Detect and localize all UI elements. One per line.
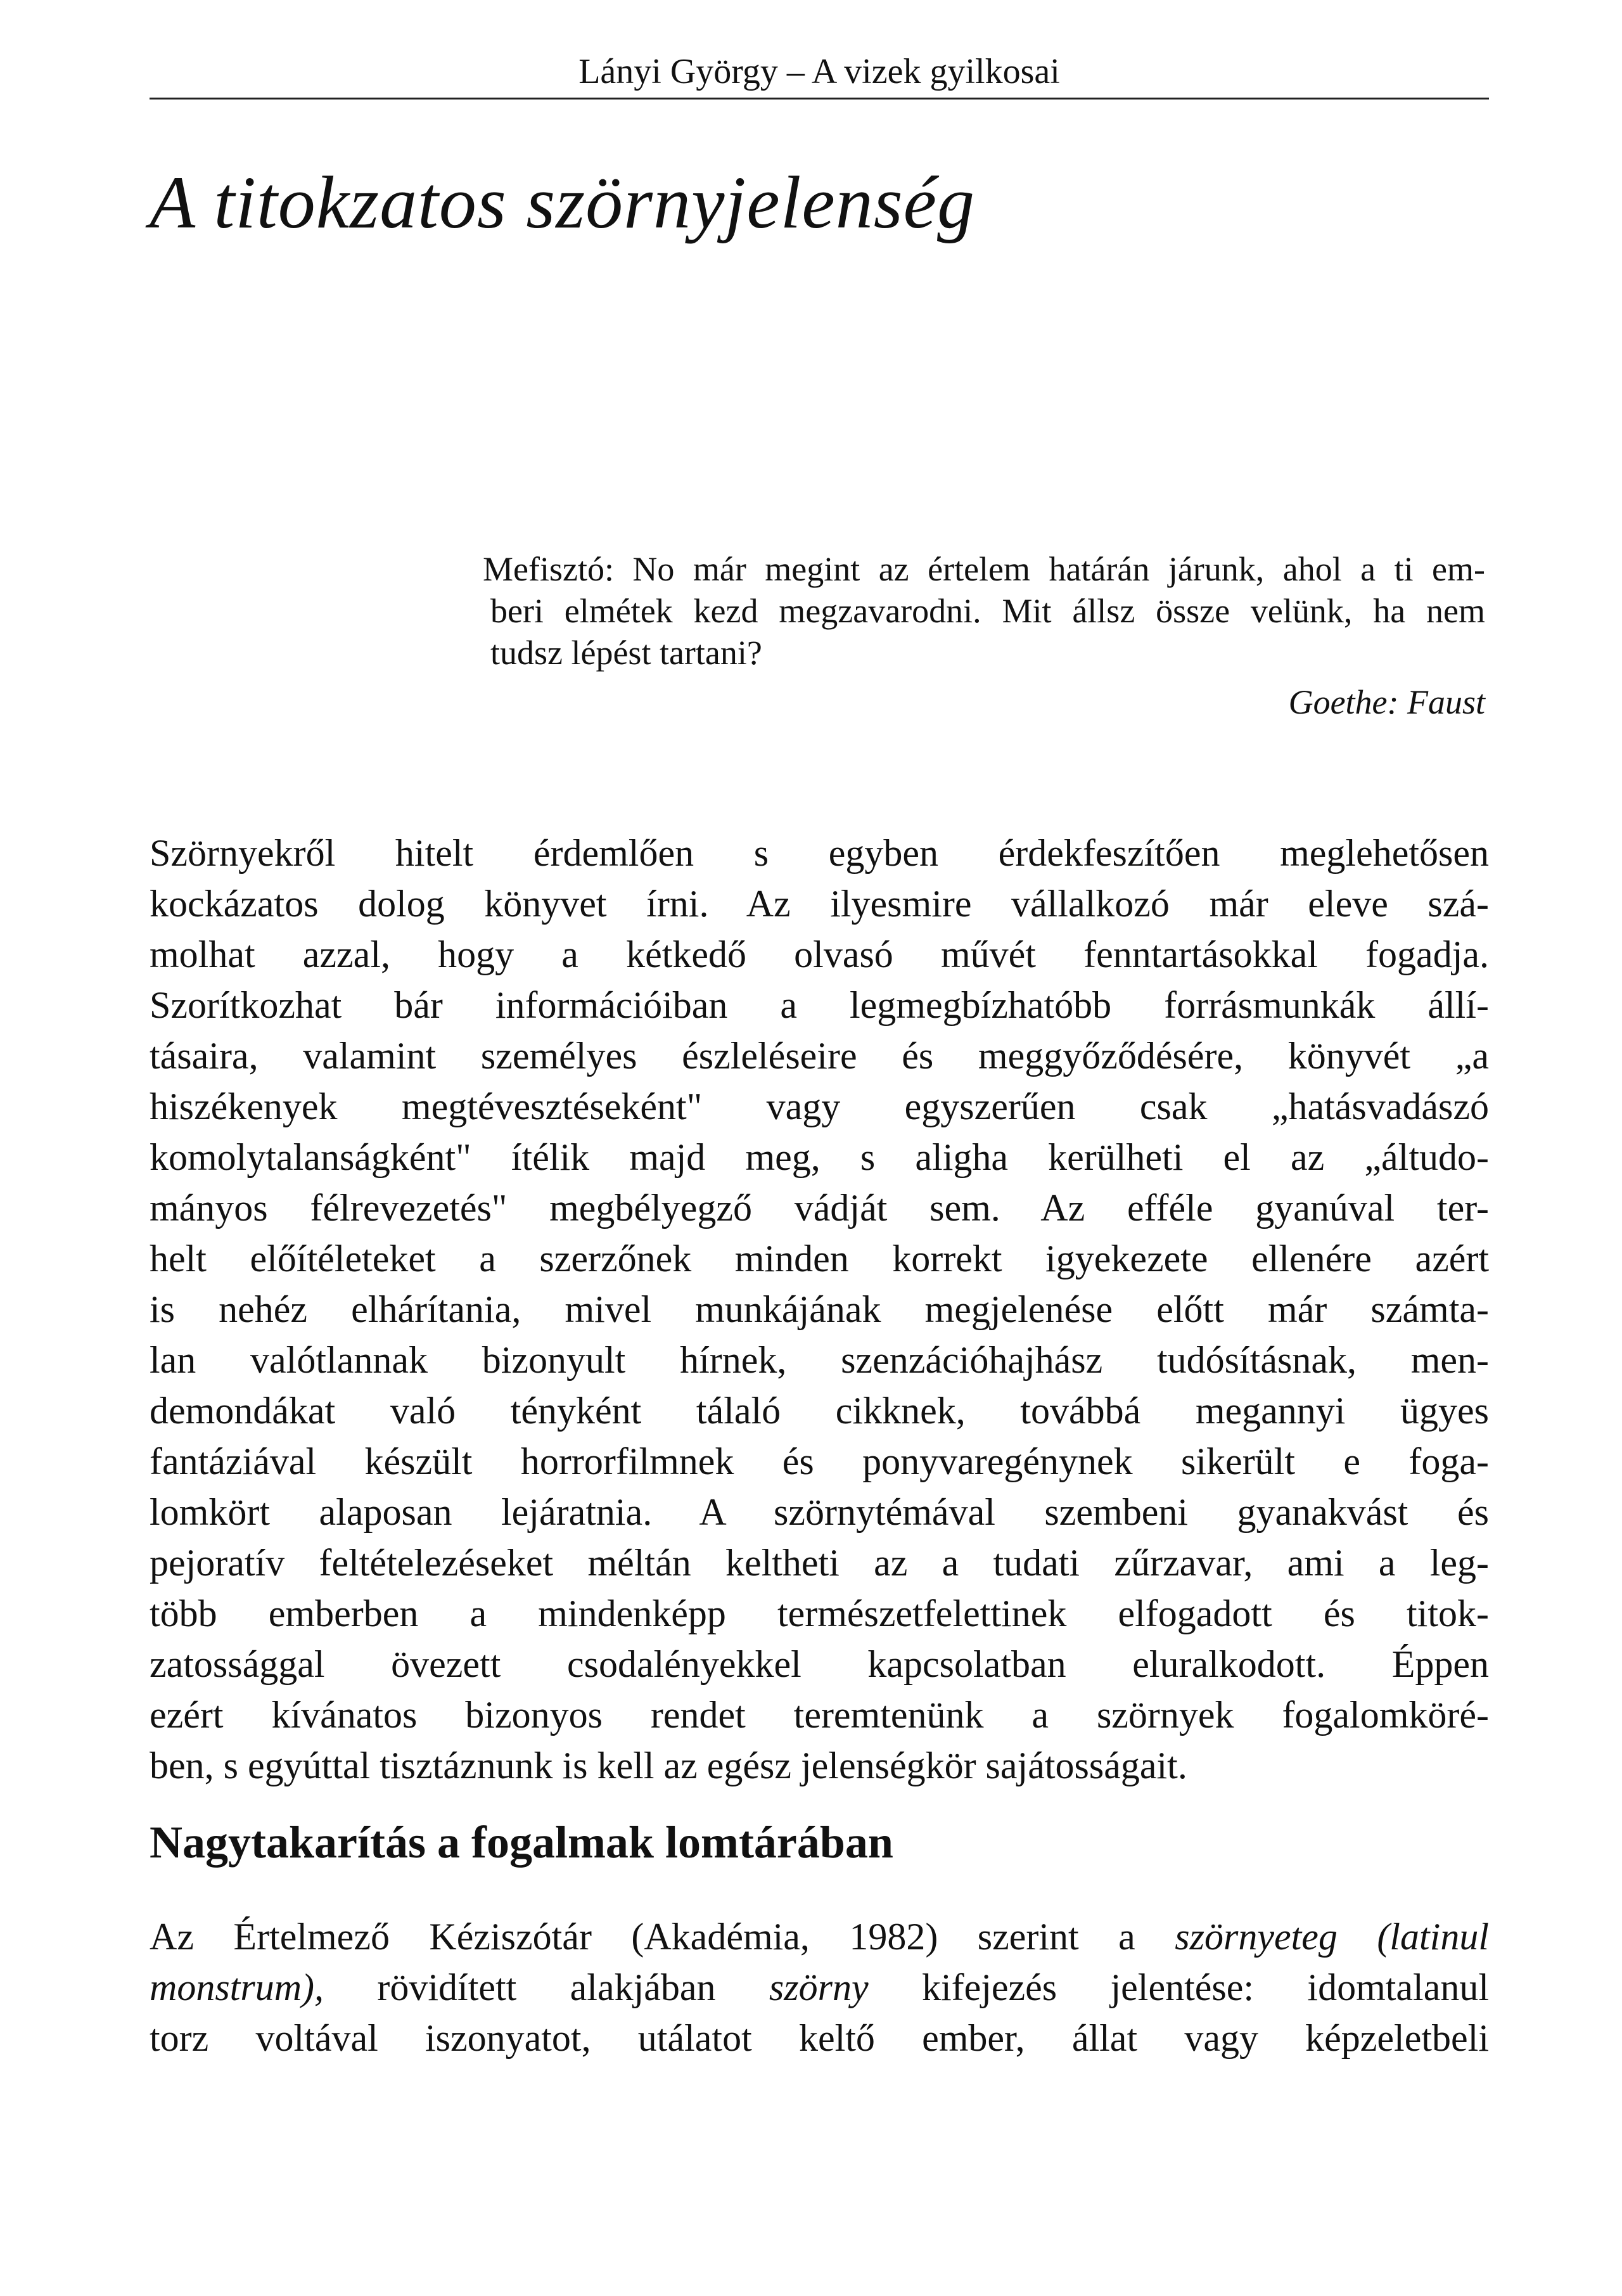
text-line: zatossággal övezett csodalényekkel kapcsolatban eluralkodott. Éppen: [150, 1643, 1489, 1685]
text-line: ezért kívánatos bizonyos rendet teremtenünk a szörnyek fogalomköré-: [150, 1694, 1489, 1736]
text-line: molhat azzal, hogy a kétkedő olvasó művét fenntartásokkal fogadja.: [150, 933, 1489, 975]
epigraph-line: tudsz lépést tartani?: [490, 634, 762, 672]
section-paragraph: [150, 1911, 1489, 2063]
text-line: kockázatos dolog könyvet írni. Az ilyesmire vállalkozó már eleve szá-: [150, 883, 1489, 925]
chapter-title: A titokzatos szörnyjelenség: [150, 161, 976, 244]
text-line: demondákat való tényként tálaló cikknek, továbbá megannyi ügyes: [150, 1390, 1489, 1432]
text-line: [150, 1962, 1489, 2013]
text-line: Szorítkozhat bár információiban a legmegbízhatóbb forrásmunkák állí-: [150, 984, 1489, 1026]
epigraph-source: Goethe: Faust: [1288, 683, 1485, 721]
text-line: [150, 1911, 1489, 1962]
italic-term: szörnyeteg (latinul: [1175, 1916, 1489, 1958]
text-span: kifejezés jelentése: idomtalanul: [868, 1966, 1490, 2008]
text-line: tásaira, valamint személyes észleléseire és meggyőződésére, könyvét „a: [150, 1035, 1489, 1077]
text-line: mányos félrevezetés" megbélyegző vádját sem. Az efféle gyanúval ter-: [150, 1187, 1489, 1229]
italic-term: szörny: [769, 1966, 869, 2008]
section-title: Nagytakarítás a fogalmak lomtárában: [150, 1817, 893, 1868]
header-rule: [150, 98, 1489, 99]
text-line: helt előítéleteket a szerzőnek minden korrekt igyekezete ellenére azért: [150, 1238, 1489, 1279]
text-line: ben, s egyúttal tisztáznunk is kell az egész jelenségkör sajátosságait.: [150, 1745, 1187, 1786]
text-line: lan valótlannak bizonyult hírnek, szenzációhajhász tudósításnak, men-: [150, 1339, 1489, 1381]
text-span: rövidített alakjában: [324, 1966, 769, 2008]
text-line: pejoratív feltételezéseket méltán keltheti az a tudati zűrzavar, ami a leg-: [150, 1542, 1489, 1584]
text-span: Az Értelmező Kéziszótár (Akadémia, 1982) szerint a: [150, 1916, 1175, 1958]
text-line: lomkört alaposan lejáratnia. A szörnytémával szembeni gyanakvást és: [150, 1491, 1489, 1533]
running-head: Lányi György – A vizek gyilkosai: [578, 52, 1060, 91]
text-line: komolytalanságként" ítélik majd meg, s aligha kerülheti el az „áltudo-: [150, 1136, 1489, 1178]
italic-term: monstrum),: [150, 1966, 324, 2008]
body-paragraph: [150, 828, 1489, 1791]
epigraph: [483, 548, 1485, 723]
text-line: hiszékenyek megtévesztéseként" vagy egyszerűen csak „hatásvadászó: [150, 1086, 1489, 1127]
text-line: torz voltával iszonyatot, utálatot keltő ember, állat vagy képzeletbeli: [150, 2017, 1489, 2059]
text-line: Szörnyekről hitelt érdemlően s egyben érdekfeszítően meglehetősen: [150, 832, 1489, 874]
text-line: fantáziával készült horrorfilmnek és ponyvaregénynek sikerült e foga-: [150, 1440, 1489, 1482]
text-line: is nehéz elhárítania, mivel munkájának megjelenése előtt már számta-: [150, 1288, 1489, 1330]
epigraph-line: beri elmétek kezd megzavarodni. Mit állsz össze velünk, ha nem: [490, 592, 1485, 630]
epigraph-line: Mefisztó: No már megint az értelem határán járunk, ahol a ti em-: [483, 550, 1485, 588]
text-line: több emberben a mindenképp természetfelettinek elfogadott és titok-: [150, 1593, 1489, 1634]
